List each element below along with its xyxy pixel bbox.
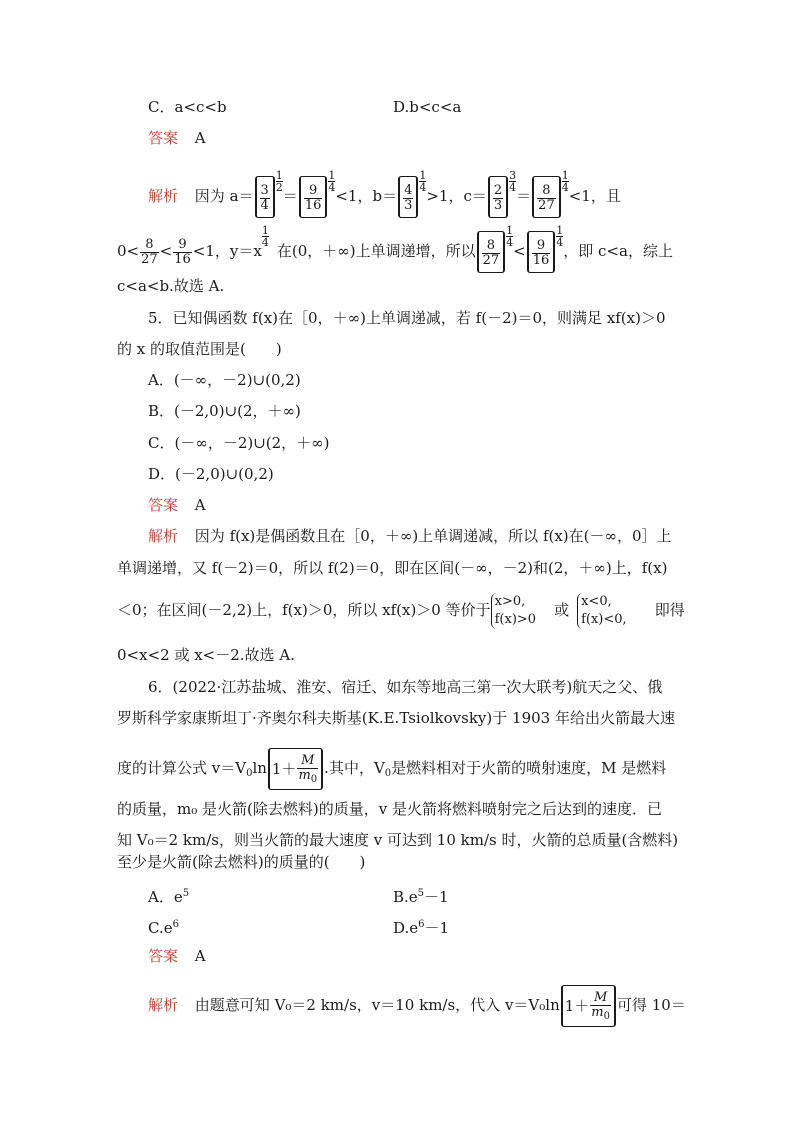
text: D．(－2,0)∪(0,2) <box>148 465 274 483</box>
superscript: 5 <box>417 888 425 899</box>
case: f(x)>0 <box>494 612 537 627</box>
den: 27 <box>482 252 500 268</box>
text: C．(－∞，－2)∪(2，＋∞) <box>148 434 330 452</box>
option-d <box>393 915 449 938</box>
exponent <box>276 170 283 193</box>
text: 可得 10＝ <box>616 996 686 1014</box>
text: ＜0；在区间(－2,2)上，f(x)＞0，所以 xf(x)＞0 等价于 <box>117 601 491 619</box>
text: >1，c＝ <box>426 187 487 205</box>
paren-frac <box>477 231 506 273</box>
num: 1 <box>419 169 427 182</box>
num: 9 <box>173 238 192 253</box>
paren-frac <box>488 176 508 218</box>
num: 9 <box>532 239 551 254</box>
solution-line-2 <box>117 225 673 273</box>
text: 因为 f(x)是偶函数且在［0，＋∞)上单调递减，所以 f(x)在(－∞，0］上 <box>194 527 672 545</box>
text: 度的计算公式 v＝V <box>117 759 247 777</box>
num: 2 <box>493 182 503 198</box>
text: 由题意可知 V₀＝2 km/s，v＝10 km/s，代入 v＝V₀ln <box>194 996 560 1014</box>
option-d-line <box>393 97 461 117</box>
num: 4 <box>404 182 413 198</box>
option-b <box>393 884 449 907</box>
text: 至少是火箭(除去燃料)的质量的( ) <box>117 853 366 871</box>
superscript: 6 <box>418 919 425 930</box>
question-6-line-2 <box>117 708 675 728</box>
text: 是燃料相对于火箭的喷射速度，M 是燃料 <box>391 759 667 777</box>
case-brace <box>577 593 627 629</box>
answer-value: A <box>194 947 206 965</box>
den: 4 <box>260 197 269 213</box>
den: 4 <box>556 236 564 249</box>
text: 或 <box>554 601 570 619</box>
question-6-line-1 <box>148 677 662 697</box>
option-c: C．a<c<b <box>148 98 227 116</box>
num: 1 <box>275 169 283 182</box>
text: 即得 <box>654 601 685 619</box>
answer-label: 答案 <box>148 947 179 965</box>
text: < <box>159 242 173 260</box>
text: ＝ <box>282 187 298 205</box>
text: ln <box>252 759 267 777</box>
fraction <box>173 238 192 267</box>
text: 在(0，＋∞)上单调递增，所以 <box>276 242 476 260</box>
den: 4 <box>506 236 514 249</box>
num: 1 <box>506 224 514 237</box>
exponent <box>262 225 269 248</box>
text: A．(－∞，－2)∪(0,2) <box>148 371 301 389</box>
text: 知 V₀＝2 km/s，则当火箭的最大速度 v 可达到 10 km/s 时，火箭的总质量(含燃料) <box>117 831 679 849</box>
option-b <box>148 401 301 421</box>
option-d <box>148 464 274 484</box>
subscript: 0 <box>603 1010 610 1022</box>
den: m <box>591 1004 604 1020</box>
text: 的质量，m₀ 是火箭(除去燃料)的质量，v 是火箭将燃料喷射完之后达到的速度．已 <box>117 800 662 818</box>
text: B．(－2,0)∪(2，＋∞) <box>148 402 301 420</box>
text: 罗斯科学家康斯坦丁·齐奥尔科夫斯基(K.E.Tsiolkovsky)于 1903 年给出火箭最大速 <box>117 709 675 727</box>
den: 3 <box>493 197 503 213</box>
option-c-line <box>148 97 227 117</box>
num: 8 <box>537 184 556 199</box>
subscript: 0 <box>310 773 318 785</box>
question-6-line-4 <box>117 799 662 819</box>
option-d: D.b<c<a <box>393 98 462 116</box>
text: A．e <box>148 888 183 906</box>
text: ＝ <box>516 187 532 205</box>
text: 1＋ <box>564 997 590 1015</box>
text: B.e <box>393 888 418 906</box>
text: <1，b＝ <box>335 187 398 205</box>
question-5-line-2 <box>117 339 282 359</box>
den: 27 <box>141 251 158 267</box>
option-a <box>148 370 301 390</box>
paren-frac <box>398 176 418 218</box>
solution-3-line-1 <box>148 985 686 1027</box>
answer-line-3 <box>148 946 206 966</box>
question-6-line-5 <box>117 830 678 850</box>
den: m <box>298 767 311 783</box>
subscript: 0 <box>384 768 392 779</box>
num: 9 <box>304 184 323 199</box>
text: <1，y＝x <box>192 242 262 260</box>
text: 1＋ <box>271 760 297 778</box>
num: 1 <box>561 169 569 182</box>
num: 1 <box>556 224 564 237</box>
num: 1 <box>328 169 336 182</box>
answer-label: 答案 <box>148 496 179 514</box>
solution-label: 解析 <box>148 187 179 205</box>
num: 3 <box>509 169 517 182</box>
text: .其中，V <box>324 759 385 777</box>
text: c<a<b.故选 A. <box>117 277 225 295</box>
case: f(x)<0, <box>581 612 627 627</box>
case: x>0, <box>494 594 526 609</box>
text: D.e <box>393 919 419 937</box>
fraction <box>140 238 159 267</box>
solution-2-line-2 <box>117 558 667 578</box>
text: 0< <box>117 242 140 260</box>
answer-value: A <box>194 129 206 147</box>
den: 4 <box>261 236 269 249</box>
den: 4 <box>561 181 569 194</box>
text: 0<x<2 或 x<－2.故选 A. <box>117 646 295 664</box>
option-a <box>148 884 189 907</box>
option-c <box>148 433 330 453</box>
den: 2 <box>275 181 283 194</box>
superscript: 5 <box>182 888 190 899</box>
paren-frac <box>299 176 328 218</box>
paren-expr <box>561 985 616 1027</box>
exponent <box>562 170 569 193</box>
case: x<0, <box>581 594 612 609</box>
paren-frac <box>527 231 556 273</box>
den: 4 <box>509 181 517 194</box>
answer-label: 答案 <box>148 129 179 147</box>
num: 8 <box>140 238 159 253</box>
question-5-line-1 <box>148 308 666 328</box>
answer-value: A <box>194 496 206 514</box>
text: < <box>513 242 526 260</box>
text: －1 <box>424 888 449 906</box>
question-6-line-3 <box>117 748 666 794</box>
subscript: 0 <box>246 768 253 779</box>
text: 单调递增，又 f(－2)＝0，所以 f(2)＝0，即在区间(－∞，－2)和(2，＋∞)上，f(x) <box>117 559 668 577</box>
solution-2-line-3 <box>117 590 685 630</box>
solution-label: 解析 <box>148 527 179 545</box>
den: 16 <box>174 251 191 267</box>
text: C.e <box>148 919 173 937</box>
text: －1 <box>424 919 450 937</box>
den: 16 <box>532 252 550 268</box>
paren-frac <box>532 176 561 218</box>
solution-line-3 <box>117 276 224 296</box>
den: 4 <box>328 181 336 194</box>
den: 4 <box>419 181 427 194</box>
solution-2-line-1 <box>148 526 672 546</box>
den: 16 <box>304 197 322 213</box>
answer-line-1 <box>148 128 206 148</box>
answer-line-2 <box>148 495 206 515</box>
option-c <box>148 915 179 938</box>
num: 1 <box>261 224 269 237</box>
text: <1，且 <box>568 187 621 205</box>
solution-label: 解析 <box>148 996 179 1014</box>
num: 8 <box>482 239 501 254</box>
num: 3 <box>260 182 269 198</box>
solution-2-line-4 <box>117 645 295 665</box>
den: 3 <box>404 197 413 213</box>
text: 的 x 的取值范围是( ) <box>117 340 282 358</box>
den: 27 <box>538 197 555 213</box>
question-6-line-6 <box>117 852 365 872</box>
num: M <box>590 991 611 1006</box>
superscript: 6 <box>172 919 179 930</box>
num: M <box>297 754 318 769</box>
solution-line-1 <box>148 170 621 218</box>
paren-expr <box>268 748 323 790</box>
text: 6．(2022·江苏盐城、淮安、宿迁、如东等地高三第一次大联考)航天之父、俄 <box>148 678 663 696</box>
text: 5．已知偶函数 f(x)在［0，＋∞)上单调递减，若 f(－2)＝0，则满足 xf(x)＞0 <box>148 309 666 327</box>
paren-frac <box>255 176 275 218</box>
text: ，即 c<a，综上 <box>563 242 673 260</box>
text: 因为 a＝ <box>194 187 254 205</box>
case-brace <box>491 593 536 629</box>
